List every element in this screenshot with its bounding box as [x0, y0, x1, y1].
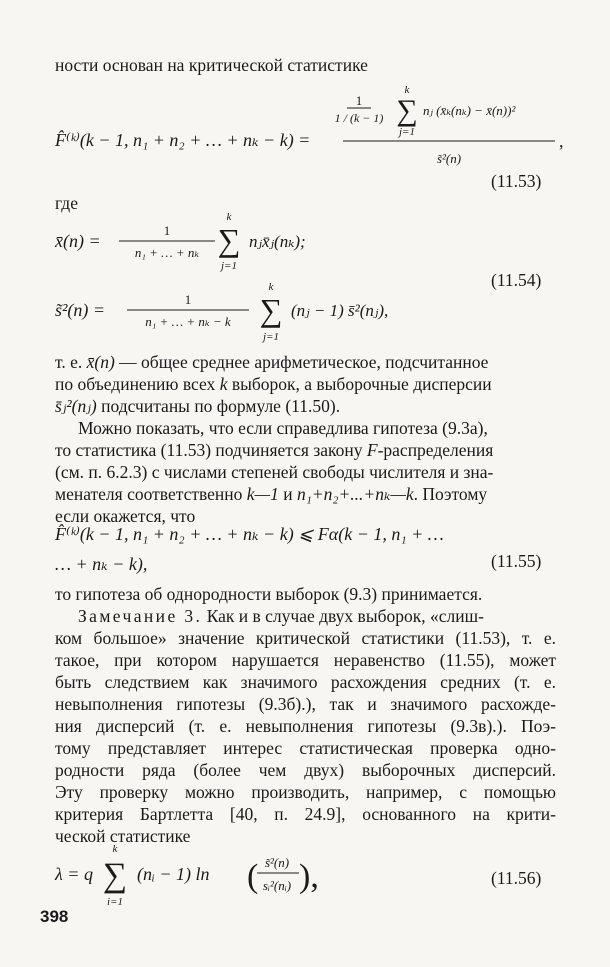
f1153-num-body: nⱼ (x̄ₖ(nₖ) − x̄(n))² [423, 103, 516, 118]
page-number: 398 [40, 907, 69, 926]
lambda-close: ), [299, 858, 319, 895]
f1153-sum-sign: ∑ [396, 94, 418, 127]
remark-line4: быть следствием как значимого расхождения средних (т. е. [55, 672, 556, 692]
lambda-lhs: λ = q [55, 864, 93, 884]
lambda-mid: (nᵢ − 1) ln [137, 864, 210, 884]
remark-line9: Эту проверку можно производить, например, с помощью [55, 782, 556, 802]
xbar-sum-bottom: j=1 [221, 260, 237, 272]
eq-number-11-53: (11.53) [491, 171, 542, 191]
para1-line2: по объединению всех k выборок, а выборочные дисперсии [55, 374, 492, 394]
xbar-sum-top: k [226, 211, 232, 223]
where-line: где [55, 193, 78, 213]
remark-line10: критерия Бартлетта [40, п. 24.9], основанного на крити- [55, 804, 556, 824]
eq-number-11-54: (11.54) [491, 270, 542, 290]
formula-xbar [55, 213, 385, 283]
para2-line1: Можно показать, что если справедлива гипотеза (9.3а), [78, 418, 488, 438]
f1153-sum-top: k [404, 84, 410, 96]
lambda-frac-den: sᵢ²(nᵢ) [262, 878, 292, 893]
remark-label: Замечание 3. [78, 606, 203, 626]
remark-line11: ческой статистике [55, 826, 191, 846]
para1-line3: s̄ⱼ²(nⱼ) подсчитаны по формуле (11.50). [55, 396, 341, 416]
para2-line5: если окажется, что [55, 506, 196, 526]
f1153-lhs: F̂⁽ᵏ⁾(k − 1, n₁ + n₂ + … + nₖ − k) = [55, 130, 311, 150]
para2-line3: (см. п. 6.2.3) с числами степеней свободы числителя и зна- [55, 462, 494, 482]
ineq-line2: … + nₖ − k), [55, 554, 148, 574]
intro-line: ности основан на критической статистике [55, 55, 368, 75]
formula-11-53 [55, 85, 565, 175]
f1153-sum-bottom: j=1 [399, 126, 415, 138]
para1-line1: т. е. x̄(n) — общее среднее арифметическое, подсчитанное [55, 352, 489, 372]
para2-line2: то статистика (11.53) подчиняется закону F-распределения [55, 440, 494, 460]
lambda-open-paren: ( [247, 858, 259, 895]
xbar-inline: x̄(n) [86, 352, 115, 372]
s2-sum-bottom: j=1 [263, 331, 279, 343]
s2-sum-sign: ∑ [259, 292, 283, 328]
eq-number-11-55: (11.55) [491, 551, 542, 571]
f1153-den: s̃²(n) [436, 151, 462, 166]
formula-11-56 [55, 845, 385, 925]
para2-line4: менателя соответственно k—1 и n₁+n₂+...+nₖ—k. Поэтому [55, 484, 488, 504]
xbar-frac-num: 1 [163, 223, 171, 238]
formula-11-55 [55, 518, 565, 578]
eq-number-11-56: (11.56) [491, 868, 542, 888]
remark-line1: Замечание 3. Как и в случае двух выборок, «слиш- [78, 606, 484, 626]
after-11-55-line: то гипотеза об однородности выборок (9.3) принимается. [55, 584, 483, 604]
lambda-frac-num: s̃²(n) [264, 855, 290, 870]
xbar-frac-den: n₁ + … + nₖ [134, 245, 200, 260]
s2-body: (nⱼ − 1) s̄²(nⱼ), [291, 301, 389, 320]
f1153-numfrac-num: 1 [355, 93, 363, 108]
xbar-lhs: x̄(n) = [55, 231, 101, 251]
remark-line3: такое, при котором нарушается неравенство (11.55), может [55, 650, 556, 670]
xbar-body: nⱼx̄ⱼ(nₖ); [249, 232, 306, 251]
lambda-sum-top: k [112, 843, 118, 855]
f1153-numfrac-den: 1 / (k − 1) [334, 111, 384, 125]
remark-line8: родности ряда (более чем двух) выборочных дисперсий. [55, 760, 556, 780]
lambda-sum-sign: ∑ [102, 857, 128, 894]
sj2-inline: s̄ⱼ²(nⱼ) [55, 396, 97, 416]
remark-line6: ния дисперсий (т. е. невыполнения гипотезы (9.3в).). Поэ- [55, 716, 556, 736]
s2-frac-num: 1 [184, 292, 192, 307]
ineq-line1: F̂⁽ᵏ⁾(k − 1, n₁ + n₂ + … + nₖ − k) ⩽ Fα(k − 1, n₁ + … [55, 524, 444, 544]
s2-frac-den: n₁ + … + nₖ − k [145, 314, 231, 329]
formula-s2 [55, 283, 435, 353]
remark-line7: тому представляет интерес статистическая проверка одно- [55, 738, 556, 758]
xbar-sum-sign: ∑ [217, 222, 241, 258]
remark-line5: невыполнения гипотезы (9.3б).), так и значимого расхожде- [55, 694, 556, 714]
s2-lhs: s̃²(n) = [55, 300, 106, 320]
remark-line2: ком большое» значение критической статистики (11.53), т. е. [55, 628, 556, 648]
lambda-sum-bottom: i=1 [107, 896, 123, 908]
f1153-comma: , [559, 131, 564, 151]
s2-sum-top: k [268, 281, 274, 293]
